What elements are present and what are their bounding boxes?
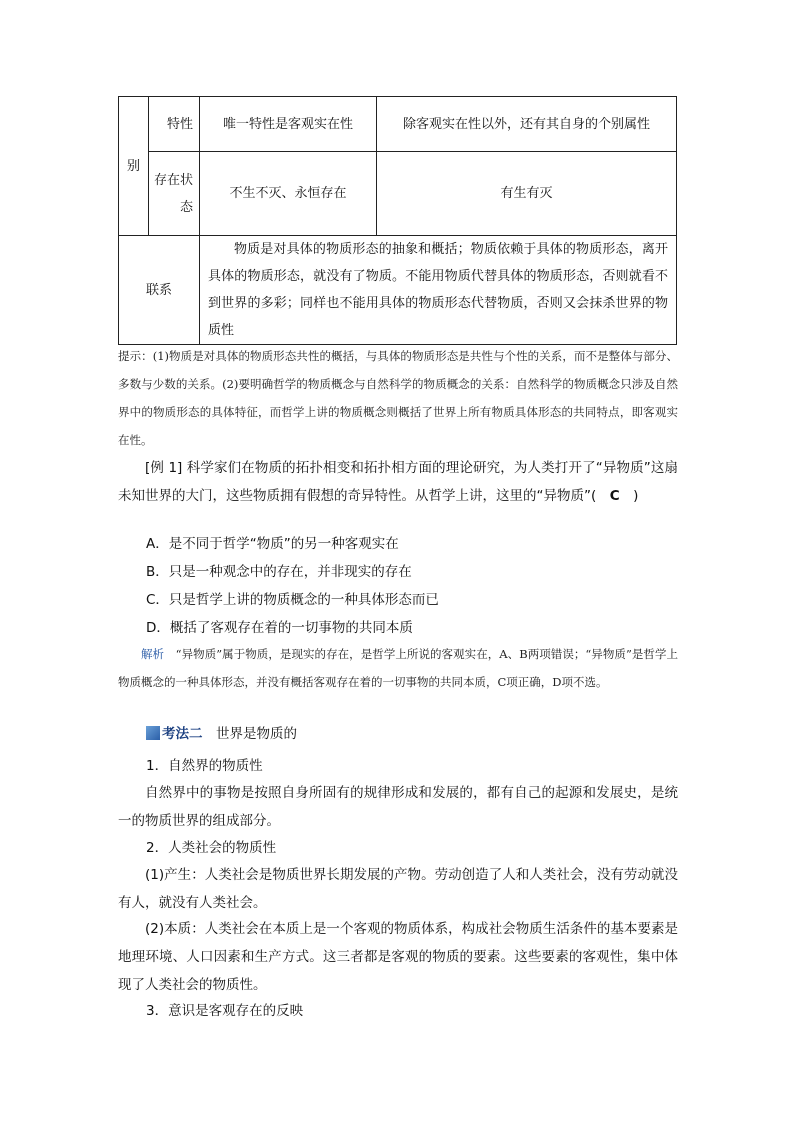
method-label: 考法二 <box>162 726 203 742</box>
cell-text: 不生不灭、永恒存在 <box>229 186 347 201</box>
table-cell <box>200 97 377 152</box>
paragraph-3: (2)本质：人类社会在本质上是一个客观的物质体系，构成社会物质生活条件的基本要素是地理环境、人口因素和生产方式。这三者都是客观的物质的要素。这些要素的客观性，集中体现了人类社会的物质性。 <box>118 921 678 993</box>
option-b: B．只是一种观念中的存在，并非现实的存在 <box>146 564 412 580</box>
method-badge <box>146 722 203 742</box>
option-d: D．概括了客观存在着的一切事物的共同本质 <box>146 620 413 636</box>
cell-text: 唯一特性是客观实在性 <box>222 116 353 132</box>
example-stem-close: ) <box>619 488 639 504</box>
table-row-characteristic <box>119 97 677 152</box>
table-row-connection <box>119 236 677 345</box>
example-stem-text: [例 1] 科学家们在物质的拓扑相变和拓扑相方面的理论研究，为人类打开了“异物质”这扇未知世界的大门，这些物质拥有假想的奇异特性。从哲学上讲，这里的“异物质”( <box>118 460 678 504</box>
paragraph-1: 自然界中的事物是按照自身所固有的规律形成和发展的，都有自己的起源和发展史，是统一的物质世界的组成部分。 <box>118 785 678 829</box>
table-cell <box>200 152 377 236</box>
table-cell-label <box>119 236 200 345</box>
option-a: A．是不同于哲学“物质”的另一种客观实在 <box>146 536 399 552</box>
method-badge-icon <box>146 726 160 740</box>
table-cell-label <box>149 152 200 236</box>
example-answer: C <box>609 488 620 504</box>
section-title: 世界是物质的 <box>202 726 297 742</box>
cell-text: 除客观实在性以外，还有其自身的个别属性 <box>402 116 650 132</box>
row-label-connection: 联系 <box>145 282 172 298</box>
connection-text: 物质是对具体的物质形态的抽象和概括；物质依赖于具体的物质形态，离开具体的物质形态，就没有了物质。不能用物质代替具体的物质形态，否则就看不到世界的多彩；同样也不能用具体的物质形态代替物质，否则又会抹杀世界的物质性 <box>208 242 668 338</box>
paragraph-2: (1)产生：人类社会是物质世界长期发展的产物。劳动创造了人和人类社会，没有劳动就没有人，就没有人类社会。 <box>118 867 678 911</box>
analysis-paragraph <box>118 640 678 696</box>
row-label-characteristic: 特性 <box>166 116 193 132</box>
section-heading <box>146 722 706 742</box>
tip-paragraph: 提示：(1)物质是对具体的物质形态共性的概括，与具体的物质形态是共性与个性的关系，而不是整体与部分、多数与少数的关系。(2)要明确哲学的物质概念与自然科学的物质概念的关系：自然科学的物质概念只涉及自然界中的物质形态的具体特征，而哲学上讲的物质概念则概括了世界上所有物质具体形态的共同特点，即客观实在性。 <box>118 349 678 447</box>
table-cell <box>377 97 677 152</box>
heading-3: 3．意识是客观存在的反映 <box>146 1003 304 1019</box>
cell-text: 有生有灭 <box>500 186 553 201</box>
table-cell <box>377 152 677 236</box>
table-cell <box>200 236 677 345</box>
example-stem <box>118 454 678 510</box>
option-c: C．只是哲学上讲的物质概念的一种具体形态而已 <box>146 592 439 608</box>
heading-2: 2．人类社会的物质性 <box>146 840 277 856</box>
analysis-text: “异物质”属于物质，是现实的存在，是哲学上所说的客观实在，A、B两项错误；“异物质”是哲学上物质概念的一种具体形态，并没有概括客观存在着的一切事物的共同本质，C项正确，D项不选。 <box>118 647 679 689</box>
table-cell-label <box>149 97 200 152</box>
analysis-label: 解析 <box>141 647 165 661</box>
row-label-existence-state: 存在状态 <box>153 172 193 215</box>
comparison-table <box>118 96 677 345</box>
table-cell-bie: 别 <box>119 97 149 236</box>
table-row-existence-state <box>119 152 677 236</box>
heading-1: 1．自然界的物质性 <box>146 758 263 774</box>
